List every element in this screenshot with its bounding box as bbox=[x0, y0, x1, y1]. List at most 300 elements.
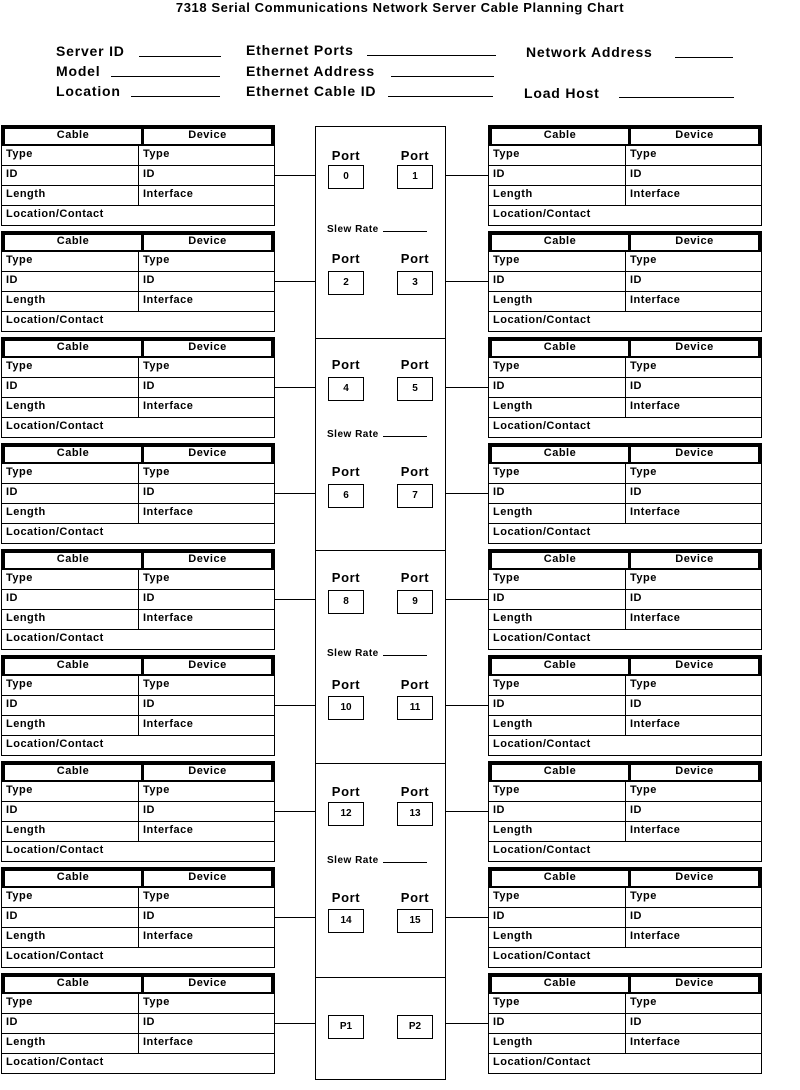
block-row bbox=[2, 252, 274, 272]
device-interface-label[interactable]: Interface bbox=[625, 504, 761, 523]
device-interface-label[interactable]: Interface bbox=[138, 1034, 274, 1053]
cable-connector-line bbox=[275, 811, 315, 812]
port-box[interactable]: 3 bbox=[397, 271, 433, 295]
device-id-label[interactable]: ID bbox=[625, 378, 761, 397]
block-row bbox=[2, 590, 274, 610]
device-id-label[interactable]: ID bbox=[138, 378, 274, 397]
location-contact-label[interactable]: Location/Contact bbox=[493, 420, 591, 432]
port-box[interactable]: 10 bbox=[328, 696, 364, 720]
cable-length-label[interactable]: Length bbox=[6, 612, 46, 624]
device-interface-label[interactable]: Interface bbox=[625, 610, 761, 629]
block-device-header: Device bbox=[628, 871, 758, 886]
cable-connector-line bbox=[446, 917, 488, 918]
location-contact-label[interactable]: Location/Contact bbox=[493, 314, 591, 326]
location-contact-label[interactable]: Location/Contact bbox=[6, 314, 104, 326]
cable-id-label[interactable]: ID bbox=[493, 592, 505, 604]
block-cable-header: Cable bbox=[543, 447, 577, 459]
section-divider bbox=[316, 338, 445, 339]
slew-rate-field bbox=[327, 855, 427, 866]
ethernet-cable-id-label: Ethernet Cable ID bbox=[246, 83, 377, 99]
location-contact-label[interactable]: Location/Contact bbox=[6, 526, 104, 538]
cable-length-label[interactable]: Length bbox=[493, 400, 533, 412]
cable-id-label[interactable]: ID bbox=[6, 910, 18, 922]
cable-block bbox=[488, 337, 762, 438]
port-box[interactable]: 11 bbox=[397, 696, 433, 720]
block-cable-header: Cable bbox=[56, 659, 90, 671]
load-host-label: Load Host bbox=[524, 85, 600, 101]
device-interface-label[interactable]: Interface bbox=[138, 398, 274, 417]
cable-length-label[interactable]: Length bbox=[6, 824, 46, 836]
block-header-row bbox=[489, 974, 761, 994]
device-id-label[interactable]: ID bbox=[625, 802, 761, 821]
cable-id-label[interactable]: ID bbox=[493, 804, 505, 816]
cable-id-label[interactable]: ID bbox=[6, 168, 18, 180]
device-type-label[interactable]: Type bbox=[138, 570, 274, 589]
location-contact-label[interactable]: Location/Contact bbox=[493, 526, 591, 538]
block-row bbox=[489, 1034, 761, 1054]
port-box[interactable]: 15 bbox=[397, 909, 433, 933]
block-device-header: Device bbox=[628, 235, 758, 250]
device-type-label[interactable]: Type bbox=[625, 570, 761, 589]
cable-type-label[interactable]: Type bbox=[493, 678, 520, 690]
cable-block bbox=[488, 867, 762, 968]
cable-length-label[interactable]: Length bbox=[6, 506, 46, 518]
block-cable-header: Cable bbox=[56, 129, 90, 141]
cable-length-label[interactable]: Length bbox=[6, 294, 46, 306]
cable-length-label[interactable]: Length bbox=[493, 1036, 533, 1048]
block-row bbox=[2, 716, 274, 736]
block-header-row bbox=[489, 338, 761, 358]
cable-type-label[interactable]: Type bbox=[6, 784, 33, 796]
block-row bbox=[2, 630, 274, 650]
block-row bbox=[2, 358, 274, 378]
location-contact-label[interactable]: Location/Contact bbox=[493, 632, 591, 644]
block-device-header: Device bbox=[141, 447, 271, 462]
device-interface-label[interactable]: Interface bbox=[625, 1034, 761, 1053]
cable-id-label[interactable]: ID bbox=[493, 274, 505, 286]
block-header-row bbox=[2, 550, 274, 570]
cable-id-label[interactable]: ID bbox=[493, 486, 505, 498]
block-cable-header: Cable bbox=[543, 553, 577, 565]
cable-id-label[interactable]: ID bbox=[6, 486, 18, 498]
device-type-label[interactable]: Type bbox=[138, 676, 274, 695]
cable-connector-line bbox=[446, 1023, 488, 1024]
cable-type-label[interactable]: Type bbox=[493, 890, 520, 902]
cable-type-label[interactable]: Type bbox=[493, 996, 520, 1008]
port-label: Port bbox=[400, 148, 430, 163]
block-row bbox=[2, 610, 274, 630]
device-type-label[interactable]: Type bbox=[625, 676, 761, 695]
block-row bbox=[489, 206, 761, 226]
block-device-header: Device bbox=[141, 341, 271, 356]
block-row bbox=[489, 418, 761, 438]
cable-id-label[interactable]: ID bbox=[493, 698, 505, 710]
cable-length-label[interactable]: Length bbox=[493, 718, 533, 730]
block-row bbox=[2, 292, 274, 312]
device-interface-label[interactable]: Interface bbox=[138, 822, 274, 841]
block-device-header: Device bbox=[628, 341, 758, 356]
device-interface-label[interactable]: Interface bbox=[625, 292, 761, 311]
port-label: Port bbox=[331, 784, 361, 799]
location-contact-label[interactable]: Location/Contact bbox=[6, 208, 104, 220]
cable-length-label[interactable]: Length bbox=[6, 1036, 46, 1048]
port-label: Port bbox=[400, 251, 430, 266]
section-divider bbox=[316, 550, 445, 551]
port-label: Port bbox=[400, 570, 430, 585]
cable-connector-line bbox=[275, 175, 315, 176]
cable-block bbox=[488, 761, 762, 862]
device-type-label[interactable]: Type bbox=[625, 252, 761, 271]
device-id-label[interactable]: ID bbox=[138, 590, 274, 609]
block-header-row bbox=[2, 338, 274, 358]
server-id-field[interactable] bbox=[139, 56, 221, 57]
location-contact-label[interactable]: Location/Contact bbox=[6, 420, 104, 432]
cable-block bbox=[1, 337, 275, 438]
device-type-label[interactable]: Type bbox=[138, 888, 274, 907]
cable-block bbox=[1, 867, 275, 968]
block-cable-header: Cable bbox=[543, 977, 577, 989]
port-box[interactable]: 5 bbox=[397, 377, 433, 401]
device-type-label[interactable]: Type bbox=[138, 782, 274, 801]
cable-length-label[interactable]: Length bbox=[6, 188, 46, 200]
device-interface-label[interactable]: Interface bbox=[138, 292, 274, 311]
section-divider bbox=[316, 977, 445, 978]
port-box[interactable]: P1 bbox=[328, 1015, 364, 1039]
device-id-label[interactable]: ID bbox=[625, 1014, 761, 1033]
cable-id-label[interactable]: ID bbox=[6, 592, 18, 604]
block-cable-header: Cable bbox=[56, 977, 90, 989]
location-contact-label[interactable]: Location/Contact bbox=[493, 738, 591, 750]
cable-length-label[interactable]: Length bbox=[6, 400, 46, 412]
block-device-header: Device bbox=[628, 553, 758, 568]
cable-block bbox=[488, 973, 762, 1074]
block-row bbox=[2, 312, 274, 332]
block-row bbox=[2, 504, 274, 524]
cable-id-label[interactable]: ID bbox=[6, 1016, 18, 1028]
block-row bbox=[489, 504, 761, 524]
cable-length-label[interactable]: Length bbox=[6, 930, 46, 942]
port-box[interactable]: 6 bbox=[328, 484, 364, 508]
ethernet-cable-id-field[interactable] bbox=[388, 96, 493, 97]
block-row bbox=[489, 252, 761, 272]
block-row bbox=[489, 146, 761, 166]
cable-length-label[interactable]: Length bbox=[493, 294, 533, 306]
location-contact-label[interactable]: Location/Contact bbox=[493, 950, 591, 962]
device-id-label[interactable]: ID bbox=[138, 484, 274, 503]
device-interface-label[interactable]: Interface bbox=[625, 822, 761, 841]
block-row bbox=[2, 782, 274, 802]
port-box[interactable]: 14 bbox=[328, 909, 364, 933]
cable-block bbox=[1, 443, 275, 544]
block-header-row bbox=[489, 444, 761, 464]
location-contact-label[interactable]: Location/Contact bbox=[6, 632, 104, 644]
block-device-header: Device bbox=[628, 659, 758, 674]
cable-type-label[interactable]: Type bbox=[6, 148, 33, 160]
cable-connector-line bbox=[275, 599, 315, 600]
block-device-header: Device bbox=[141, 553, 271, 568]
block-row bbox=[2, 272, 274, 292]
load-host-field[interactable] bbox=[619, 97, 734, 98]
block-row bbox=[2, 948, 274, 968]
block-row bbox=[489, 630, 761, 650]
block-device-header: Device bbox=[628, 447, 758, 462]
block-row bbox=[2, 888, 274, 908]
block-row bbox=[2, 398, 274, 418]
slew-rate-line[interactable] bbox=[383, 655, 427, 656]
cable-connector-line bbox=[446, 175, 488, 176]
device-id-label[interactable]: ID bbox=[625, 908, 761, 927]
ethernet-ports-field[interactable] bbox=[367, 55, 496, 56]
device-id-label[interactable]: ID bbox=[625, 590, 761, 609]
device-id-label[interactable]: ID bbox=[625, 166, 761, 185]
cable-block bbox=[1, 655, 275, 756]
location-contact-label[interactable]: Location/Contact bbox=[6, 844, 104, 856]
block-cable-header: Cable bbox=[56, 341, 90, 353]
block-row bbox=[2, 822, 274, 842]
location-label: Location bbox=[56, 83, 121, 99]
device-type-label[interactable]: Type bbox=[138, 358, 274, 377]
device-type-label[interactable]: Type bbox=[138, 146, 274, 165]
device-type-label[interactable]: Type bbox=[138, 464, 274, 483]
block-header-row bbox=[2, 762, 274, 782]
port-box[interactable]: 1 bbox=[397, 165, 433, 189]
location-field[interactable] bbox=[131, 96, 220, 97]
block-row bbox=[2, 736, 274, 756]
port-box[interactable]: 0 bbox=[328, 165, 364, 189]
port-box[interactable]: 7 bbox=[397, 484, 433, 508]
cable-length-label[interactable]: Length bbox=[493, 930, 533, 942]
location-contact-label[interactable]: Location/Contact bbox=[493, 208, 591, 220]
block-header-row bbox=[489, 232, 761, 252]
location-contact-label[interactable]: Location/Contact bbox=[6, 738, 104, 750]
cable-length-label[interactable]: Length bbox=[6, 718, 46, 730]
block-device-header: Device bbox=[141, 871, 271, 886]
slew-rate-line[interactable] bbox=[383, 231, 427, 232]
block-row bbox=[489, 524, 761, 544]
block-row bbox=[2, 186, 274, 206]
network-address-field[interactable] bbox=[675, 57, 733, 58]
device-interface-label[interactable]: Interface bbox=[138, 186, 274, 205]
block-row bbox=[489, 676, 761, 696]
port-box[interactable]: 12 bbox=[328, 802, 364, 826]
block-row bbox=[489, 312, 761, 332]
block-row bbox=[2, 842, 274, 862]
location-contact-label[interactable]: Location/Contact bbox=[493, 844, 591, 856]
block-row bbox=[489, 590, 761, 610]
block-row bbox=[2, 464, 274, 484]
block-row bbox=[489, 484, 761, 504]
port-label: Port bbox=[400, 677, 430, 692]
device-id-label[interactable]: ID bbox=[138, 1014, 274, 1033]
port-label: Port bbox=[331, 570, 361, 585]
block-row bbox=[2, 908, 274, 928]
cable-block bbox=[488, 655, 762, 756]
cable-id-label[interactable]: ID bbox=[6, 804, 18, 816]
slew-rate-line[interactable] bbox=[383, 862, 427, 863]
cable-type-label[interactable]: Type bbox=[493, 572, 520, 584]
slew-rate-label: Slew Rate bbox=[327, 855, 379, 866]
block-row bbox=[489, 464, 761, 484]
cable-id-label[interactable]: ID bbox=[493, 1016, 505, 1028]
block-row bbox=[489, 716, 761, 736]
block-row bbox=[489, 1014, 761, 1034]
cable-connector-line bbox=[275, 493, 315, 494]
device-id-label[interactable]: ID bbox=[625, 696, 761, 715]
block-header-row bbox=[2, 974, 274, 994]
device-id-label[interactable]: ID bbox=[138, 696, 274, 715]
block-row bbox=[2, 378, 274, 398]
port-label: Port bbox=[331, 464, 361, 479]
device-type-label[interactable]: Type bbox=[625, 146, 761, 165]
device-type-label[interactable]: Type bbox=[625, 888, 761, 907]
cable-id-label[interactable]: ID bbox=[6, 698, 18, 710]
cable-type-label[interactable]: Type bbox=[6, 572, 33, 584]
cable-type-label[interactable]: Type bbox=[6, 254, 33, 266]
cable-type-label[interactable]: Type bbox=[493, 784, 520, 796]
port-box[interactable]: P2 bbox=[397, 1015, 433, 1039]
block-row bbox=[2, 802, 274, 822]
location-contact-label[interactable]: Location/Contact bbox=[6, 1056, 104, 1068]
block-header-row bbox=[2, 444, 274, 464]
block-row bbox=[2, 928, 274, 948]
port-box[interactable]: 4 bbox=[328, 377, 364, 401]
block-header-row bbox=[489, 550, 761, 570]
block-row bbox=[489, 696, 761, 716]
block-cable-header: Cable bbox=[56, 235, 90, 247]
block-row bbox=[2, 524, 274, 544]
device-interface-label[interactable]: Interface bbox=[625, 928, 761, 947]
block-device-header: Device bbox=[141, 977, 271, 992]
port-box[interactable]: 8 bbox=[328, 590, 364, 614]
cable-connector-line bbox=[275, 705, 315, 706]
device-interface-label[interactable]: Interface bbox=[625, 186, 761, 205]
cable-connector-line bbox=[446, 387, 488, 388]
block-row bbox=[489, 948, 761, 968]
ethernet-address-field[interactable] bbox=[391, 76, 494, 77]
block-row bbox=[489, 186, 761, 206]
cable-length-label[interactable]: Length bbox=[493, 612, 533, 624]
port-box[interactable]: 9 bbox=[397, 590, 433, 614]
ethernet-ports-label: Ethernet Ports bbox=[246, 42, 354, 58]
block-row bbox=[2, 484, 274, 504]
cable-type-label[interactable]: Type bbox=[6, 360, 33, 372]
device-id-label[interactable]: ID bbox=[138, 166, 274, 185]
block-header-row bbox=[489, 762, 761, 782]
cable-length-label[interactable]: Length bbox=[493, 506, 533, 518]
cable-block bbox=[1, 761, 275, 862]
model-field[interactable] bbox=[111, 76, 220, 77]
device-type-label[interactable]: Type bbox=[625, 358, 761, 377]
port-box[interactable]: 13 bbox=[397, 802, 433, 826]
device-id-label[interactable]: ID bbox=[138, 908, 274, 927]
cable-type-label[interactable]: Type bbox=[6, 678, 33, 690]
device-interface-label[interactable]: Interface bbox=[625, 716, 761, 735]
block-row bbox=[2, 1054, 274, 1074]
block-cable-header: Cable bbox=[543, 871, 577, 883]
device-type-label[interactable]: Type bbox=[138, 252, 274, 271]
cable-connector-line bbox=[275, 1023, 315, 1024]
cable-type-label[interactable]: Type bbox=[6, 890, 33, 902]
device-id-label[interactable]: ID bbox=[625, 272, 761, 291]
device-type-label[interactable]: Type bbox=[625, 782, 761, 801]
block-header-row bbox=[489, 126, 761, 146]
device-interface-label[interactable]: Interface bbox=[138, 928, 274, 947]
cable-type-label[interactable]: Type bbox=[493, 466, 520, 478]
cable-connector-line bbox=[275, 281, 315, 282]
block-row bbox=[489, 358, 761, 378]
block-row bbox=[489, 272, 761, 292]
device-id-label[interactable]: ID bbox=[138, 802, 274, 821]
cable-id-label[interactable]: ID bbox=[493, 380, 505, 392]
device-id-label[interactable]: ID bbox=[138, 272, 274, 291]
block-row bbox=[2, 676, 274, 696]
cable-connector-line bbox=[446, 599, 488, 600]
block-row bbox=[2, 166, 274, 186]
cable-type-label[interactable]: Type bbox=[6, 996, 33, 1008]
cable-length-label[interactable]: Length bbox=[493, 824, 533, 836]
ethernet-address-label: Ethernet Address bbox=[246, 63, 375, 79]
port-box[interactable]: 2 bbox=[328, 271, 364, 295]
block-header-row bbox=[489, 656, 761, 676]
block-row bbox=[489, 292, 761, 312]
block-device-header: Device bbox=[141, 765, 271, 780]
port-label: Port bbox=[400, 784, 430, 799]
block-device-header: Device bbox=[628, 765, 758, 780]
device-interface-label[interactable]: Interface bbox=[138, 610, 274, 629]
cable-block bbox=[1, 125, 275, 226]
block-row bbox=[489, 908, 761, 928]
block-row bbox=[489, 782, 761, 802]
block-cable-header: Cable bbox=[543, 341, 577, 353]
device-type-label[interactable]: Type bbox=[625, 994, 761, 1013]
cable-block bbox=[1, 231, 275, 332]
block-row bbox=[489, 378, 761, 398]
cable-id-label[interactable]: ID bbox=[6, 274, 18, 286]
port-label: Port bbox=[400, 890, 430, 905]
device-type-label[interactable]: Type bbox=[625, 464, 761, 483]
block-row bbox=[489, 398, 761, 418]
cable-id-label[interactable]: ID bbox=[493, 910, 505, 922]
cable-connector-line bbox=[446, 705, 488, 706]
cable-type-label[interactable]: Type bbox=[6, 466, 33, 478]
cable-type-label[interactable]: Type bbox=[493, 254, 520, 266]
device-interface-label[interactable]: Interface bbox=[138, 504, 274, 523]
block-cable-header: Cable bbox=[543, 659, 577, 671]
block-row bbox=[489, 802, 761, 822]
slew-rate-line[interactable] bbox=[383, 436, 427, 437]
device-interface-label[interactable]: Interface bbox=[138, 716, 274, 735]
device-id-label[interactable]: ID bbox=[625, 484, 761, 503]
cable-id-label[interactable]: ID bbox=[6, 380, 18, 392]
slew-rate-field bbox=[327, 648, 427, 659]
device-interface-label[interactable]: Interface bbox=[625, 398, 761, 417]
cable-type-label[interactable]: Type bbox=[493, 148, 520, 160]
location-contact-label[interactable]: Location/Contact bbox=[6, 950, 104, 962]
cable-id-label[interactable]: ID bbox=[493, 168, 505, 180]
block-row bbox=[2, 994, 274, 1014]
block-row bbox=[489, 610, 761, 630]
cable-length-label[interactable]: Length bbox=[493, 188, 533, 200]
block-cable-header: Cable bbox=[56, 765, 90, 777]
block-row bbox=[489, 736, 761, 756]
block-row bbox=[489, 570, 761, 590]
location-contact-label[interactable]: Location/Contact bbox=[493, 1056, 591, 1068]
cable-type-label[interactable]: Type bbox=[493, 360, 520, 372]
port-label: Port bbox=[331, 148, 361, 163]
device-type-label[interactable]: Type bbox=[138, 994, 274, 1013]
block-cable-header: Cable bbox=[543, 765, 577, 777]
block-device-header: Device bbox=[141, 659, 271, 674]
